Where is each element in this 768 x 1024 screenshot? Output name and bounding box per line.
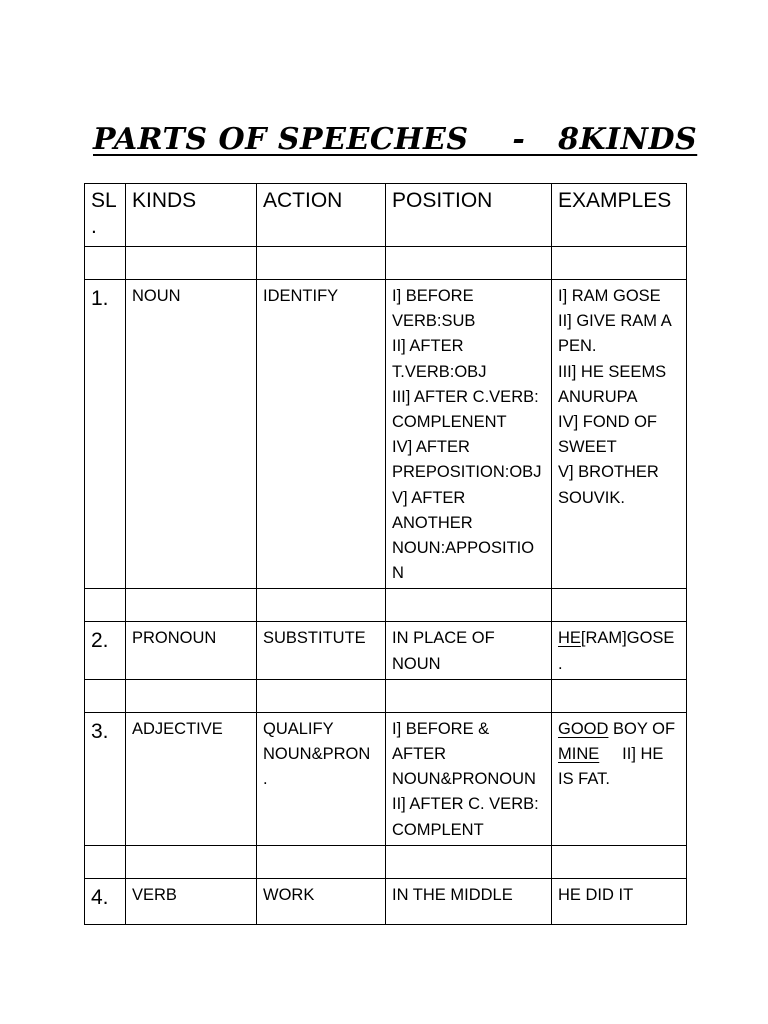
spacer-row bbox=[85, 247, 687, 280]
kind-cell: ADJECTIVE bbox=[126, 712, 257, 845]
action-cell: WORK bbox=[257, 878, 386, 924]
table-row-pronoun bbox=[85, 622, 687, 679]
header-sl: SL . bbox=[85, 184, 126, 247]
parts-of-speech-table bbox=[84, 183, 687, 925]
action-cell: SUBSTITUTE bbox=[257, 622, 386, 679]
action-cell: IDENTIFY bbox=[257, 280, 386, 589]
table-row-noun bbox=[85, 280, 687, 589]
table-row-adjective bbox=[85, 712, 687, 845]
row-number: 4. bbox=[85, 878, 126, 924]
examples-cell: GOOD BOY OF MINE II] HE IS FAT. bbox=[552, 712, 687, 845]
position-cell: IN PLACE OF NOUN bbox=[386, 622, 552, 679]
kind-cell: VERB bbox=[126, 878, 257, 924]
position-cell: I] BEFORE & AFTER NOUN&PRONOUN II] AFTER C. VERB: COMPLENT bbox=[386, 712, 552, 845]
header-position: POSITION bbox=[386, 184, 552, 247]
examples-cell: I] RAM GOSE II] GIVE RAM A PEN. III] HE SEEMS ANURUPA IV] FOND OF SWEET V] BROTHER SOUVIK. bbox=[552, 280, 687, 589]
kind-cell: NOUN bbox=[126, 280, 257, 589]
examples-cell: HE[RAM]GOSE . bbox=[552, 622, 687, 679]
document-title: PARTS OF SPEECHES - 8KINDS bbox=[93, 122, 698, 157]
row-number: 1. bbox=[85, 280, 126, 589]
position-cell: I] BEFORE VERB:SUB II] AFTER T.VERB:OBJ III] AFTER C.VERB: COMPLENENT IV] AFTER PREPOSITION:OBJ V] AFTER ANOTHER NOUN:APPOSITIO N bbox=[386, 280, 552, 589]
spacer-row bbox=[85, 589, 687, 622]
row-number: 2. bbox=[85, 622, 126, 679]
table-header-row bbox=[85, 184, 687, 247]
kind-cell: PRONOUN bbox=[126, 622, 257, 679]
position-cell: IN THE MIDDLE bbox=[386, 878, 552, 924]
spacer-row bbox=[85, 679, 687, 712]
header-examples: EXAMPLES bbox=[552, 184, 687, 247]
spacer-row bbox=[85, 845, 687, 878]
action-cell: QUALIFY NOUN&PRON . bbox=[257, 712, 386, 845]
header-kinds: KINDS bbox=[126, 184, 257, 247]
examples-cell: HE DID IT bbox=[552, 878, 687, 924]
table-row-verb bbox=[85, 878, 687, 924]
row-number: 3. bbox=[85, 712, 126, 845]
header-action: ACTION bbox=[257, 184, 386, 247]
